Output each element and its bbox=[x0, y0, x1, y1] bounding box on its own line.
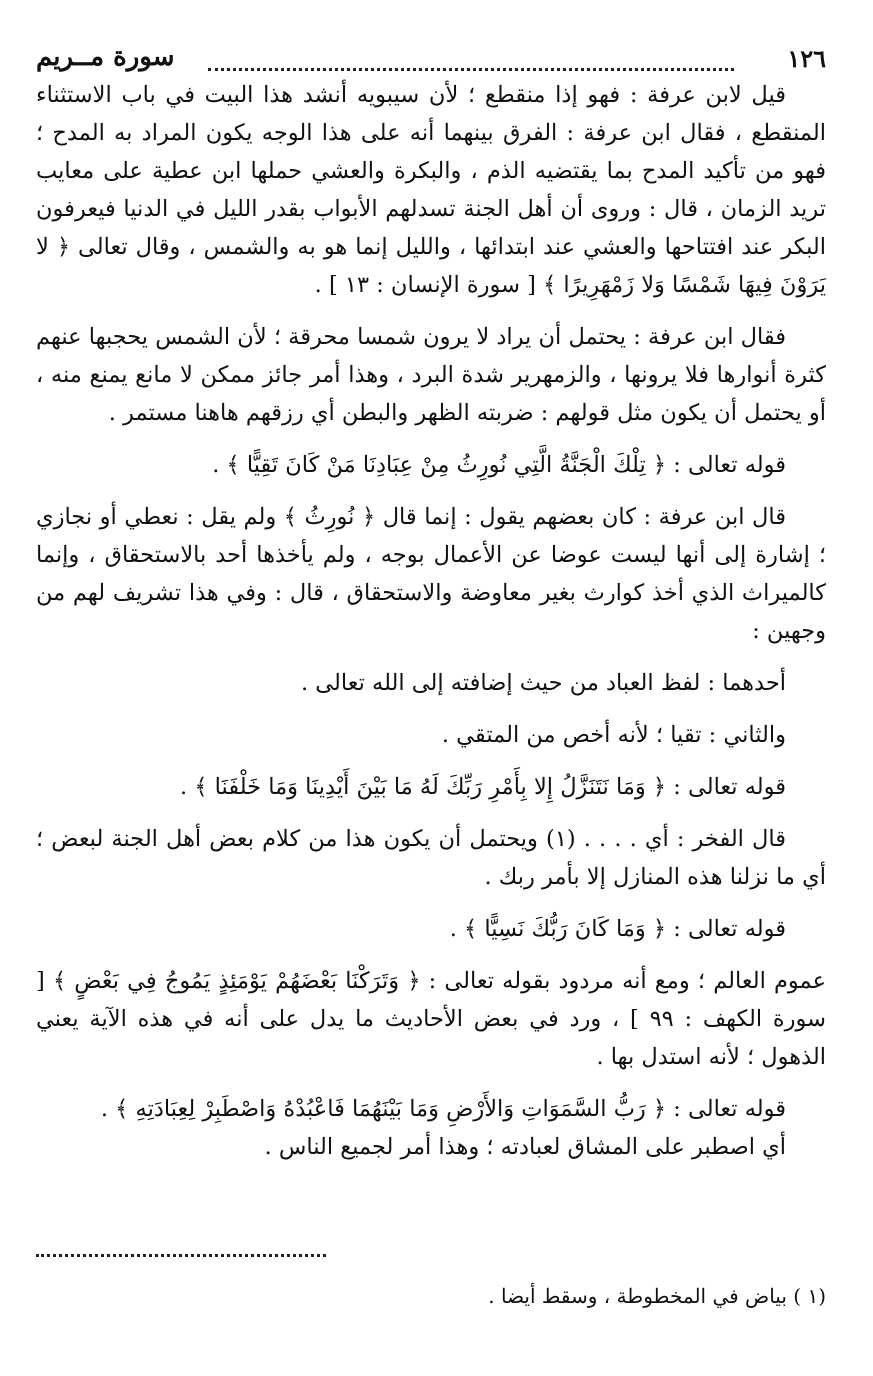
paragraph: أحدهما : لفظ العباد من حيث إضافته إلى الله تعالى . bbox=[300, 670, 786, 696]
footnote-separator bbox=[36, 1254, 326, 1257]
header-dotted-rule bbox=[208, 68, 734, 71]
paragraph: قوله تعالى : ﴿ وَمَا نَتَنَزَّلُ إِلا بِأَمْرِ رَبِّكَ لَهُ مَا بَيْنَ أَيْدِينَا وَمَا خَلْفَنَا ﴾ . bbox=[180, 774, 786, 800]
paragraph: قال ابن عرفة : كان بعضهم يقول : إنما قال ﴿ نُورِثُ ﴾ ولم يقل : نعطي أو نجازي ؛ إشارة إلى أنها ليست عوضا عن الأعمال بوجه ، ولم يأخذها أحد بالاستحقاق ، وإنما كالميراث الذي أخذ كوارث بغير معاوضة والاستحقاق ، قال : وفي هذا تشريف لهم من وجهين : bbox=[36, 504, 826, 644]
paragraph: قيل لابن عرفة : فهو إذا منقطع ؛ لأن سيبويه أنشد هذا البيت في باب الاستثناء المنقطع ، فقال ابن عرفة : الفرق بينهما أنه على هذا الوجه يكون المراد به المدح ؛ فهو من تأكيد المدح بما يقتضيه الذم ، والبكرة والعشي حملها ابن عطية على معايب تريد الزمان ، قال : وروى أن أهل الجنة تسدلهم الأبواب بقدر الليل في الدنيا فيعرفون البكر عند افتتاحها والعشي عند ابتدائها ، والليل إنما هو به والشمس ، وقال تعالى ﴿ لا يَرَوْنَ فِيهَا شَمْسًا وَلا زَمْهَرِيرًا ﴾ [ سورة الإنسان : ١٣ ] . bbox=[36, 82, 826, 298]
paragraph: والثاني : تقيا ؛ لأنه أخص من المتقي . bbox=[441, 722, 786, 748]
footnote: (١ ) بياض في المخطوطة ، وسقط أيضا . bbox=[488, 1284, 826, 1308]
running-title: سورة مــريم bbox=[36, 42, 175, 72]
paragraph: قوله تعالى : ﴿ تِلْكَ الْجَنَّةُ الَّتِي نُورِثُ مِنْ عِبَادِنَا مَنْ كَانَ تَقِيًّا ﴾ . bbox=[212, 452, 786, 478]
paragraph: أي اصطبر على المشاق لعبادته ؛ وهذا أمر لجميع الناس . bbox=[264, 1134, 786, 1160]
paragraph: فقال ابن عرفة : يحتمل أن يراد لا يرون شمسا محرقة ؛ لأن الشمس يحجبها عنهم كثرة أنوارها فلا يرونها ، والزمهرير شدة البرد ، وهذا أمر جائز ممكن لا مانع يمنع منه ، أو يحتمل أن يكون مثل قولهم : ضربته الظهر والبطن أي رزقهم هاهنا مستمر . bbox=[36, 324, 826, 426]
page-number: ١٢٦ bbox=[787, 44, 826, 73]
book-page bbox=[36, 40, 826, 1360]
paragraph: عموم العالم ؛ ومع أنه مردود بقوله تعالى : ﴿ وَتَرَكْنَا بَعْضَهُمْ يَوْمَئِذٍ يَمُوجُ فِي بَعْضٍ ﴾ [ سورة الكهف : ٩٩ ] ، ورد في بعض الأحاديث ما يدل على أنه في هذه الآية يعني الذهول ؛ لأنه استدل بها . bbox=[36, 968, 826, 1070]
paragraph: قال الفخر : أي . . . . (١) ويحتمل أن يكون هذا من كلام بعض أهل الجنة لبعض ؛ أي ما نزلنا هذه المنازل إلا بأمر ربك . bbox=[36, 826, 826, 890]
paragraph: قوله تعالى : ﴿ رَبُّ السَّمَوَاتِ وَالأَرْضِ وَمَا بَيْنَهُمَا فَاعْبُدْهُ وَاصْطَبِرْ لِعِبَادَتِهِ ﴾ . bbox=[100, 1096, 786, 1122]
main-text bbox=[36, 76, 826, 1166]
paragraph: قوله تعالى : ﴿ وَمَا كَانَ رَبُّكَ نَسِيًّا ﴾ . bbox=[449, 916, 786, 942]
page-header bbox=[36, 40, 826, 76]
